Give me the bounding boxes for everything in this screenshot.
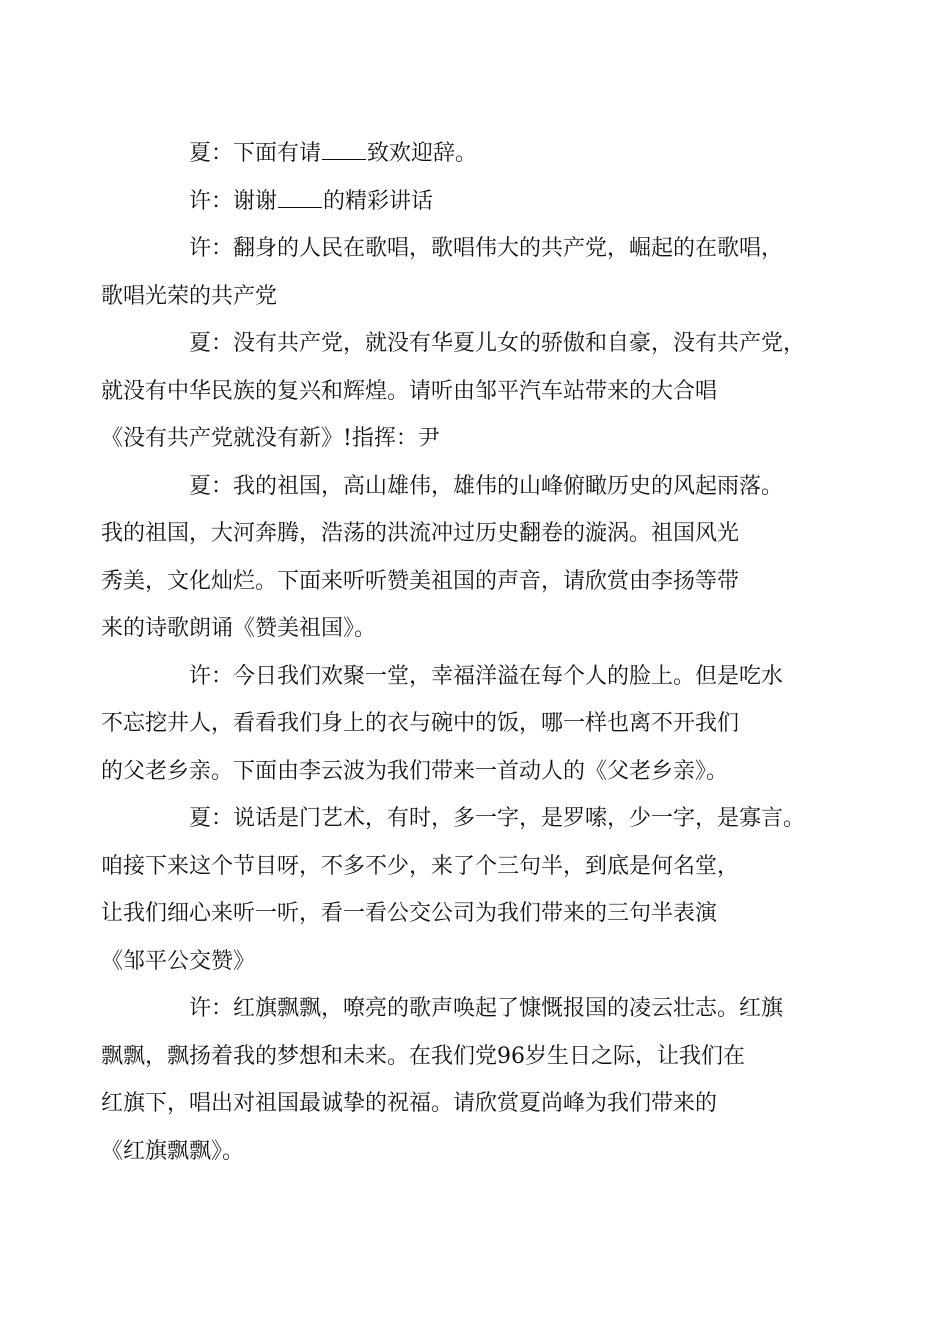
paragraph-1 [145, 130, 825, 178]
text-line: 飘飘，飘扬着我的梦想和未来。在我们党96岁生日之际，让我们在 [101, 1043, 745, 1069]
paragraph-2 [145, 178, 825, 226]
text-segment: 夏：下面有请 [189, 141, 322, 166]
text-line: 许：今日我们欢聚一堂，幸福洋溢在每个人的脸上。但是吃水 [189, 663, 784, 689]
text-segment: 致欢迎辞。 [367, 141, 478, 166]
fill-in-blank [278, 187, 322, 208]
text-line: 《邹平公交赞》 [101, 948, 256, 974]
text-line: 《红旗飘飘》。 [101, 1138, 245, 1164]
text-line: 不忘挖井人，看看我们身上的衣与碗中的饭，哪一样也离不开我们 [101, 711, 740, 736]
text-line: 秀美，文化灿烂。下面来听听赞美祖国的声音，请欣赏由李扬等带 [101, 568, 740, 594]
paragraph-7 [101, 795, 825, 985]
text-line: 夏：说话是门艺术，有时，多一字，是罗嗦，少一字，是寡言。 [189, 806, 806, 831]
paragraph-8 [101, 985, 825, 1175]
text-line: 红旗下，唱出对祖国最诚挚的祝福。请欣赏夏尚峰为我们带来的 [101, 1091, 718, 1116]
paragraph-5 [101, 463, 825, 653]
text-line: 我的祖国，大河奔腾，浩荡的洪流冲过历史翻卷的漩涡。祖国风光 [101, 521, 740, 546]
text-line: 的父老乡亲。下面由李云波为我们带来一首动人的《父老乡亲》。 [101, 758, 729, 784]
text-line: 就没有中华民族的复兴和辉煌。请听由邹平汽车站带来的大合唱 [101, 378, 718, 404]
text-line: 《没有共产党就没有新》!指挥：尹 [101, 426, 440, 451]
text-line: 许：翻身的人民在歌唱，歌唱伟大的共产党，崛起的在歌唱， [189, 236, 784, 261]
text-line: 咱接下来这个节目呀，不多不少，来了个三句半，到底是何名堂， [101, 853, 740, 879]
paragraph-4 [101, 320, 825, 463]
text-line [145, 130, 825, 178]
paragraph-6 [101, 653, 825, 796]
document-body [101, 130, 825, 1175]
fill-in-blank [322, 139, 366, 160]
text-line: 歌唱光荣的共产党 [101, 283, 278, 309]
text-line: 许：红旗飘飘，嘹亮的歌声唤起了慷慨报国的凌云壮志。红旗 [189, 996, 784, 1021]
text-line: 来的诗歌朗诵《赞美祖国》。 [101, 616, 377, 641]
paragraph-3 [101, 225, 825, 320]
text-line [145, 178, 825, 226]
text-segment: 的精彩讲话 [323, 188, 434, 214]
text-line: 夏：没有共产党，就没有华夏儿女的骄傲和自豪，没有共产党， [189, 331, 806, 356]
text-line: 夏：我的祖国，高山雄伟，雄伟的山峰俯瞰历史的风起雨落。 [189, 473, 784, 499]
text-segment: 许：谢谢 [189, 188, 278, 214]
text-line: 让我们细心来听一听，看一看公交公司为我们带来的三句半表演 [101, 901, 718, 926]
